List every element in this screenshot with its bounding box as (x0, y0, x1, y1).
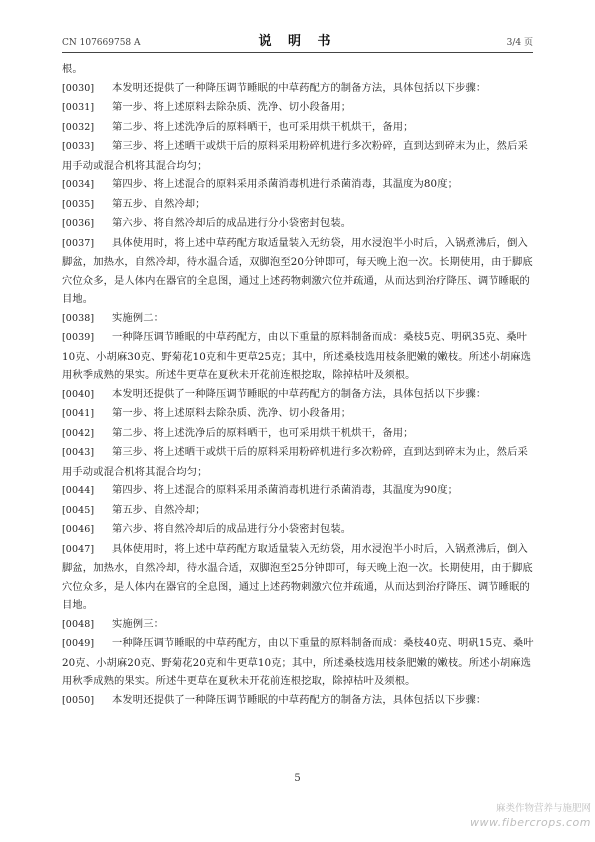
paragraph-number: [0044] (62, 485, 95, 496)
paragraph (62, 328, 534, 385)
paragraph-text: 本发明还提供了一种降压调节睡眠的中草药配方的制备方法，具体包括以下步骤： (112, 387, 487, 400)
paragraph-text: 第一步、将上述原料去除杂质、洗净、切小段备用； (112, 407, 352, 419)
paragraph-number: [0038] (62, 312, 95, 324)
paragraph-text: 实施例三： (112, 617, 164, 630)
paragraph (62, 195, 534, 215)
paragraph-number: [0030] (62, 82, 95, 94)
watermark (470, 802, 591, 830)
paragraph-text: 第三步、将上述晒干或烘干后的原料采用粉碎机进行多次粉碎，直到达到碎末为止，然后采用手动或混合机将其混合均匀； (62, 140, 528, 172)
page-header (62, 30, 533, 53)
paragraph-number: [0034] (62, 179, 95, 190)
paragraph-number: [0042] (62, 427, 95, 439)
paragraph (62, 385, 534, 405)
paragraph (62, 79, 534, 99)
paragraph-number: [0048] (62, 618, 95, 630)
paragraph-number: [0032] (62, 121, 95, 133)
paragraph-text: 第一步、将上述原料去除杂质、洗净、切小段备用； (112, 101, 352, 113)
paragraph-number: [0031] (62, 102, 95, 113)
paragraph-text: 第六步、将自然冷却后的成品进行分小袋密封包装。 (112, 523, 352, 535)
paragraph-number: [0036] (62, 218, 95, 229)
paragraph (62, 424, 534, 444)
paragraph-number: [0040] (62, 388, 95, 400)
paragraph (62, 309, 534, 329)
paragraph (62, 118, 534, 138)
paragraph-text: 第三步、将上述晒干或烘干后的原料采用粉碎机进行多次粉碎，直到达到碎末为止，然后采用手动或混合机将其混合均匀； (62, 446, 528, 478)
paragraph-text: 第四步、将上述混合的原料采用杀菌消毒机进行杀菌消毒，其温度为80度； (112, 178, 459, 190)
patent-number: CN 107669758 A (62, 38, 141, 48)
paragraph-text: 具体使用时，将上述中草药配方取适量装入无纺袋，用水浸泡半小时后，入锅煮沸后，倒入脚盆，加热水，自然冷却，待水温合适，双脚泡至20分钟即可，每天晚上泡一次。长期使用，由于脚底穴位众多，是人体内在器官的全息图，通过上述药物刺激穴位并疏通，从而达到治疗降压、调节睡眠的目地。 (62, 236, 533, 305)
paragraph-text: 一种降压调节睡眠的中草药配方，由以下重量的原料制备而成：桑枝40克、明矾15克、桑叶20克、小胡麻20克、野菊花20克和牛更草10克；其中，所述桑枝选用枝条肥嫩的嫩枝。所述小胡麻选用秋季成熟的果实。所述牛更草在夏秋未开花前连根挖取，除掉枯叶及须根。 (62, 637, 534, 687)
paragraph (62, 501, 534, 521)
paragraph (62, 175, 534, 195)
paragraph-number: [0049] (62, 638, 95, 649)
paragraph (62, 137, 534, 175)
paragraph-number: [0046] (62, 524, 95, 535)
paragraph (62, 691, 534, 711)
paragraph-number: [0035] (62, 198, 95, 210)
paragraph (62, 60, 534, 79)
paragraph-text: 根。 (62, 63, 83, 75)
paragraph (62, 404, 534, 424)
paragraph-text: 第二步、将上述洗净后的原料晒干，也可采用烘干机烘干，备用； (112, 120, 414, 133)
paragraph-text: 本发明还提供了一种降压调节睡眠的中草药配方的制备方法，具体包括以下步骤： (112, 693, 487, 706)
paragraph-text: 实施例二： (112, 311, 164, 324)
paragraph-text: 第二步、将上述洗净后的原料晒干，也可采用烘干机烘干，备用； (112, 426, 414, 439)
document-title: 说 明 书 (258, 34, 337, 49)
paragraph-number: [0041] (62, 408, 95, 419)
paragraph (62, 443, 534, 481)
paragraph-text: 一种降压调节睡眠的中草药配方，由以下重量的原料制备而成：桑枝5克、明矾35克、桑叶10克、小胡麻30克、野菊花10克和牛更草25克；其中，所述桑枝选用枝条肥嫩的嫩枝。所述小胡麻选用秋季成熟的果实。所述牛更草在夏秋未开花前连根挖取，除掉枯叶及须根。 (62, 331, 532, 381)
paragraph-text: 第六步、将自然冷却后的成品进行分小袋密封包装。 (112, 217, 352, 229)
paragraph-text: 本发明还提供了一种降压调节睡眠的中草药配方的制备方法，具体包括以下步骤： (112, 81, 487, 94)
paragraph-number: [0045] (62, 504, 95, 516)
paragraph (62, 520, 534, 540)
paragraph (62, 98, 534, 118)
paragraph-text: 第五步、自然冷却； (112, 503, 206, 516)
paragraph (62, 214, 534, 234)
paragraph (62, 234, 534, 309)
paragraph-number: [0037] (62, 237, 95, 249)
watermark-url: www.fibercrops.com (470, 816, 591, 829)
paragraph-number: [0047] (62, 543, 95, 555)
paragraph-text: 第五步、自然冷却； (112, 197, 206, 210)
paragraph (62, 540, 534, 615)
paragraph-text: 第四步、将上述混合的原料采用杀菌消毒机进行杀菌消毒，其温度为90度； (112, 484, 459, 496)
paragraph-number: [0033] (62, 141, 95, 152)
page-number: 5 (294, 773, 301, 784)
watermark-site-name: 麻类作物营养与施肥网 (495, 803, 591, 814)
paragraph-number: [0043] (62, 447, 95, 458)
paragraph (62, 634, 534, 691)
page-indicator: 3/4 页 (506, 38, 533, 48)
document-body (62, 60, 534, 710)
paragraph (62, 615, 534, 635)
paragraph-number: [0050] (62, 694, 95, 706)
paragraph (62, 481, 534, 501)
paragraph-number: [0039] (62, 332, 95, 343)
paragraph-text: 具体使用时，将上述中草药配方取适量装入无纺袋，用水浸泡半小时后，入锅煮沸后，倒入脚盆，加热水，自然冷却，待水温合适，双脚泡至25分钟即可，每天晚上泡一次。长期使用，由于脚底穴位众多，是人体内在器官的全息图，通过上述药物刺激穴位并疏通，从而达到治疗降压、调节睡眠的目地。 (62, 542, 533, 611)
